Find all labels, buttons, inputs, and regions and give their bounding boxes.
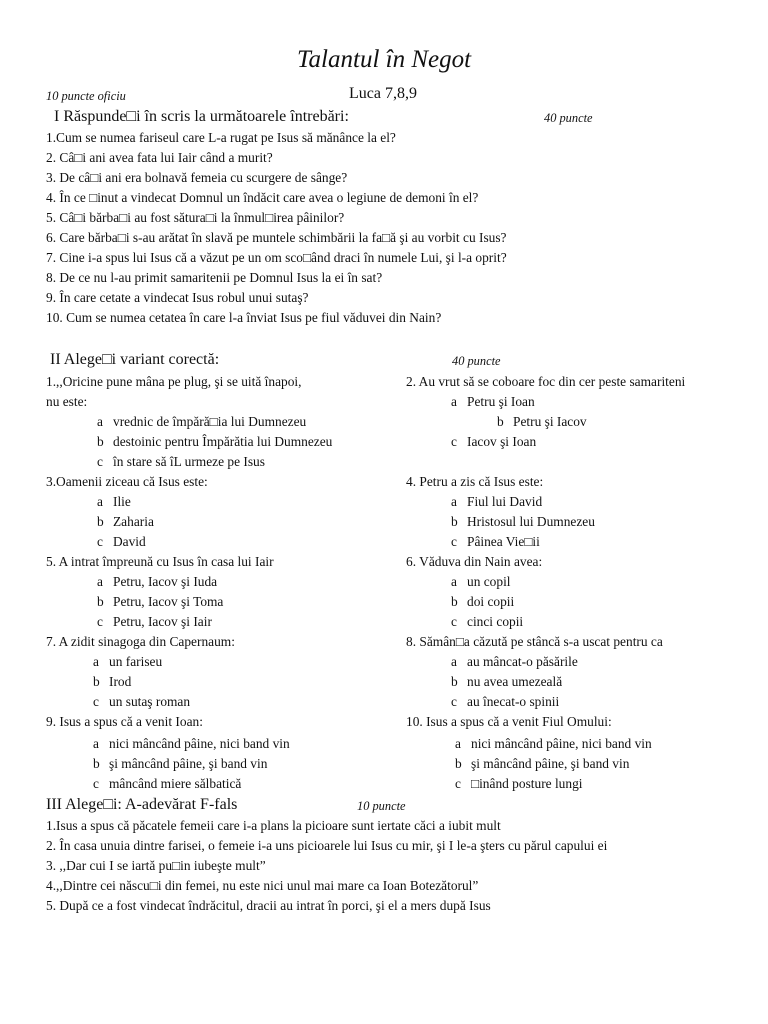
multiple-choice-question: 9. Isus a spus că a venit Ioan: <box>46 714 203 729</box>
question-item: 7. Cine i-a spus lui Isus că a văzut pe un om sco□ând draci în numele Lui, şi l-a oprit? <box>46 250 507 265</box>
answer-option <box>451 512 595 532</box>
multiple-choice-question-cont: nu este: <box>46 394 88 409</box>
answer-option <box>97 612 212 632</box>
option-letter: c <box>451 434 457 449</box>
true-false-statement: 2. În casa unuia dintre farisei, o femeie i-a uns picioarele lui Isus cu mir, şi I le-a şters cu părul capului ei <box>46 838 608 853</box>
option-letter: b <box>497 414 504 429</box>
true-false-statement: 1.Isus a spus că păcatele femeii care i-a plans la picioare sunt iertate căci a iubit mult <box>46 818 501 833</box>
multiple-choice-question: 2. Au vrut să se coboare foc din cer peste samariteni <box>406 374 686 389</box>
true-false-statement: 5. După ce a fost vindecat îndrăcitul, dracii au intrat în porci, şi el a mers după Isus <box>46 898 491 913</box>
option-letter: c <box>455 776 461 791</box>
question-item: 2. Câ□i ani avea fata lui Iair când a murit? <box>46 150 273 165</box>
official-points-note: 10 puncte oficiu <box>46 89 126 103</box>
question-item: 8. De ce nu l-au primit samaritenii pe Domnul Isus la ei în sat? <box>46 270 383 285</box>
option-letter: a <box>93 736 99 751</box>
answer-option <box>97 412 306 432</box>
section3-heading: III Alege□i: A-adevărat F-fals <box>46 796 238 813</box>
option-text: Petru, Iacov şi Iuda <box>113 574 218 589</box>
answer-option <box>97 572 217 592</box>
answer-option <box>93 652 162 672</box>
option-letter: b <box>97 514 104 529</box>
answer-option <box>451 672 562 692</box>
multiple-choice-question: 6. Văduva din Nain avea: <box>406 554 543 569</box>
option-letter: c <box>93 776 99 791</box>
option-text: un copil <box>467 574 511 589</box>
option-text: Irod <box>109 674 132 689</box>
answer-option <box>93 774 241 794</box>
option-letter: c <box>97 534 103 549</box>
section2-heading: II Alege□i variant corectă: <box>50 351 220 368</box>
question-item: 6. Care bărba□i s-au arătat în slavă pe muntele schimbării la fa□ă şi au vorbit cu Isus? <box>46 230 507 245</box>
option-letter: a <box>451 394 457 409</box>
option-text: în stare să îL urmeze pe Isus <box>113 454 265 469</box>
option-letter: b <box>97 434 104 449</box>
answer-option <box>93 734 290 754</box>
option-letter: c <box>97 454 103 469</box>
option-letter: b <box>455 756 462 771</box>
option-text: nici mâncând pâine, nici band vin <box>471 736 652 751</box>
option-text: nu avea umezeală <box>467 674 563 689</box>
true-false-statement: 4.,,Dintre cei născu□i din femei, nu este nici unul mai mare ca Ioan Botezătorul” <box>46 878 479 893</box>
option-text: şi mâncând pâine, şi band vin <box>471 756 630 771</box>
option-letter: b <box>93 756 100 771</box>
option-letter: a <box>93 654 99 669</box>
option-text: Petru, Iacov şi Iair <box>113 614 212 629</box>
answer-option <box>93 672 131 692</box>
question-item: 4. În ce □inut a vindecat Domnul un îndăcit care avea o legiune de demoni în el? <box>46 190 479 205</box>
option-letter: c <box>451 534 457 549</box>
option-letter: a <box>451 494 457 509</box>
option-text: Petru şi Iacov <box>513 414 587 429</box>
answer-option <box>497 412 587 432</box>
option-letter: a <box>451 574 457 589</box>
option-text: Iacov şi Ioan <box>467 434 537 449</box>
option-text: vrednic de împără□ia lui Dumnezeu <box>113 414 307 429</box>
answer-option <box>97 512 154 532</box>
scripture-reference: Luca 7,8,9 <box>349 85 417 102</box>
question-item: 5. Câ□i bărba□i au fost sătura□i la înmul□irea pâinilor? <box>46 210 345 225</box>
option-text: David <box>113 534 146 549</box>
option-letter: b <box>93 674 100 689</box>
option-letter: b <box>451 594 458 609</box>
answer-option <box>451 612 523 632</box>
question-item: 1.Cum se numea fariseul care L-a rugat pe Isus să mănânce la el? <box>46 130 396 145</box>
option-text: un fariseu <box>109 654 163 669</box>
option-letter: a <box>97 574 103 589</box>
option-letter: a <box>451 654 457 669</box>
answer-option <box>97 492 131 512</box>
answer-option <box>455 734 652 754</box>
answer-option <box>97 432 332 452</box>
multiple-choice-question: 7. A zidit sinagoga din Capernaum: <box>46 634 235 649</box>
option-text: au înecat-o spinii <box>467 694 560 709</box>
option-text: □inând posture lungi <box>471 776 583 791</box>
answer-option <box>451 692 559 712</box>
multiple-choice-question: 5. A intrat împreună cu Isus în casa lui Iair <box>46 554 274 569</box>
option-text: doi copii <box>467 594 515 609</box>
option-letter: b <box>451 514 458 529</box>
option-letter: c <box>451 694 457 709</box>
option-letter: c <box>97 614 103 629</box>
option-text: nici mâncând pâine, nici band vin <box>109 736 290 751</box>
option-text: un sutaş roman <box>109 694 191 709</box>
option-text: au mâncat-o păsările <box>467 654 578 669</box>
answer-option <box>455 754 629 774</box>
option-text: Zaharia <box>113 514 154 529</box>
option-text: Hristosul lui Dumnezeu <box>467 514 595 529</box>
answer-option <box>451 492 542 512</box>
option-letter: a <box>455 736 461 751</box>
answer-option <box>93 754 267 774</box>
option-letter: b <box>97 594 104 609</box>
option-text: Fiul lui David <box>467 494 543 509</box>
section1-points: 40 puncte <box>544 111 593 125</box>
option-letter: b <box>451 674 458 689</box>
answer-option <box>451 532 540 552</box>
answer-option <box>97 452 265 472</box>
section3-points: 10 puncte <box>357 799 406 813</box>
answer-option <box>451 572 511 592</box>
option-letter: a <box>97 414 103 429</box>
answer-option <box>93 692 190 712</box>
multiple-choice-question: 1.,,Oricine pune mâna pe plug, şi se uită înapoi, <box>46 374 302 389</box>
answer-option <box>451 392 535 412</box>
option-text: Pâinea Vie□ii <box>467 534 540 549</box>
multiple-choice-question: 10. Isus a spus că a venit Fiul Omului: <box>406 714 612 729</box>
option-text: destoinic pentru Împărătia lui Dumnezeu <box>113 434 333 449</box>
option-letter: c <box>93 694 99 709</box>
answer-option <box>451 592 514 612</box>
option-text: Ilie <box>113 494 131 509</box>
section1-heading: I Răspunde□i în scris la următoarele întrebări: <box>54 108 349 125</box>
answer-option <box>97 592 223 612</box>
option-letter: c <box>451 614 457 629</box>
question-item: 3. De câ□i ani era bolnavă femeia cu scurgere de sânge? <box>46 170 348 185</box>
option-text: şi mâncând pâine, şi band vin <box>109 756 268 771</box>
option-text: Petru, Iacov şi Toma <box>113 594 224 609</box>
option-text: cinci copii <box>467 614 524 629</box>
answer-option <box>451 652 578 672</box>
question-item: 10. Cum se numea cetatea în care l-a înviat Isus pe fiul văduvei din Nain? <box>46 310 442 325</box>
answer-option <box>451 432 536 452</box>
answer-option <box>455 774 582 794</box>
option-text: mâncând miere sălbatică <box>109 776 242 791</box>
page-title: Talantul în Negot <box>296 46 472 73</box>
option-text: Petru şi Ioan <box>467 394 535 409</box>
question-item: 9. În care cetate a vindecat Isus robul unui sutaş? <box>46 290 309 305</box>
option-letter: a <box>97 494 103 509</box>
multiple-choice-question: 8. Sămân□a căzută pe stâncă s-a uscat pentru ca <box>406 634 663 649</box>
multiple-choice-question: 4. Petru a zis că Isus este: <box>406 474 544 489</box>
multiple-choice-question: 3.Oamenii ziceau că Isus este: <box>46 474 208 489</box>
answer-option <box>97 532 146 552</box>
true-false-statement: 3. ,,Dar cui I se iartă pu□in iubeşte mult” <box>46 858 266 873</box>
section2-points: 40 puncte <box>452 354 501 368</box>
